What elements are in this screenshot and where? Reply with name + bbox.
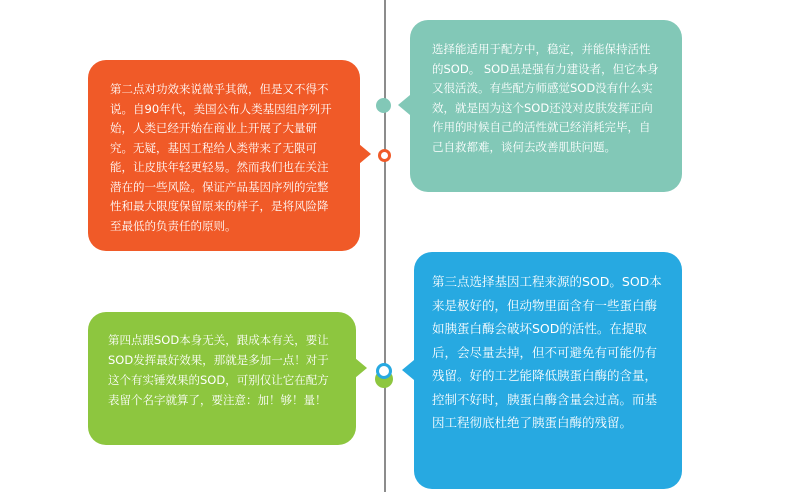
card-green-text: 第四点跟SOD本身无关，跟成本有关，要让SOD发挥最好效果，那就是多加一点！对于这个有实锤效果的SOD，可别仅让它在配方表留个名字就算了，要注意：加！够！量！ — [108, 333, 329, 407]
timeline-dot-blue — [376, 363, 392, 379]
card-blue-text: 第三点选择基因工程来源的SOD。SOD本来是极好的，但动物里面含有一些蛋白酶如胰蛋白酶会破坏SOD的活性。在提取后，会尽量去掉，但不可避免有可能仍有残留。好的工艺能降低胰蛋白酶的含量，控制不好时，胰蛋白酶含量会过高。而基因工程彻底杜绝了胰蛋白酶的残留。 — [432, 274, 662, 430]
timeline-dot-teal — [376, 98, 391, 113]
card-teal — [410, 20, 682, 192]
card-blue — [414, 252, 682, 489]
card-green-pointer — [355, 358, 367, 378]
card-orange — [88, 60, 360, 251]
card-teal-pointer — [398, 95, 410, 115]
card-blue-pointer — [402, 360, 414, 380]
timeline-dot-orange — [378, 149, 391, 162]
card-orange-pointer — [359, 144, 371, 164]
timeline-line — [384, 0, 386, 492]
card-teal-text: 选择能适用于配方中，稳定，并能保持活性的SOD。 SOD虽是强有力建设者，但它本身又很活泼。有些配方师感觉SOD没有什么实效，就是因为这个SOD还没对皮肤发挥正向作用的时候自己的活性就已经消耗完毕，自己自救都难，谈何去改善肌肤问题。 — [432, 42, 659, 154]
card-orange-text: 第二点对功效来说微乎其微，但是又不得不说。自90年代，美国公布人类基因组序列开始，人类已经开始在商业上开展了大量研究。无疑，基因工程给人类带来了无限可能，让皮肤年轻更轻易。然而我们也在关注潜在的一些风险。保证产品基因序列的完整性和最大限度保留原来的样子，是将风险降至最低的负责任的原则。 — [110, 82, 332, 233]
card-green — [88, 312, 356, 445]
